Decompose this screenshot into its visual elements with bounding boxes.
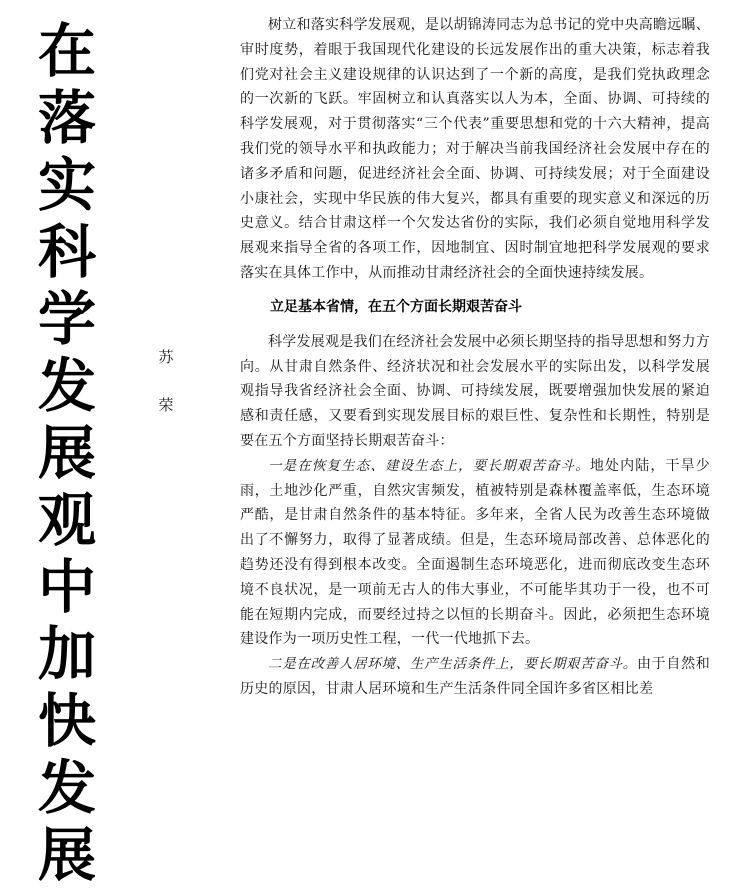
title-char: 展 [37, 419, 96, 487]
title-char: 观 [37, 486, 96, 554]
article-title [34, 18, 100, 889]
title-char: 加 [37, 620, 96, 688]
title-char: 发 [37, 754, 96, 822]
title-char: 中 [37, 553, 96, 621]
point-lead: 二是在改善人居环境、生产生活条件上，要长期艰苦奋斗。 [268, 656, 637, 673]
intro-paragraph: 树立和落实科学发展观，是以胡锦涛同志为总书记的党中央高瞻远瞩、审时度势，着眼于我国现代化建设的长远发展作出的重大决策，标志着我们党对社会主义建设规律的认识达到了一个新的高度，是我们党执政理念的一次新的飞跃。牢固树立和认真落实以人为本，全面、协调、可持续的科学发展观，对于贯彻落实“三个代表”重要思想和党的十六大精神，提高我们党的领导水平和执政能力；对于解决当前我国经济社会发展中存在的诸多矛盾和问题，促进经济社会全面、协调、可持续发展；对于全面建设小康社会，实现中华民族的伟大复兴，都具有重要的现实意义和深远的历史意义。结合甘肃这样一个欠发达省份的实际，我们必须自觉地用科学发展观来指导全省的各项工作，因地制宜、因时制宜地把科学发展观的要求落实在具体工作中，从而推动甘肃经济社会的全面快速持续发展。 [240, 17, 710, 281]
point-text: 由于自然和历史的原因，甘肃人居环境和生产生活条件同全国许多省区相比差 [240, 656, 711, 697]
point-text: 地处内陆，干旱少雨，土地沙化严重，自然灾害频发，植被特别是森林覆盖率低，生态环境严酷，是甘肃自然条件的基本特征。多年来，全省人民为改善生态环境做出了不懈努力，取得了显著成绩。但是，生态环境局部改善、总体恶化的趋势还没有得到根本改变。全面遏制生态环境恶化，进而彻底改变生态环境不良状况，是一项前无古人的伟大事业，不可能毕其功于一役，也不可能在短期内完成，而要经过持之以恒的长期奋斗。因此，必须把生态环境建设作为一项历史性工程，一代一代地抓下去。 [240, 457, 711, 648]
body-paragraph [240, 454, 710, 652]
title-char: 快 [37, 687, 96, 755]
title-char: 实 [37, 151, 96, 219]
author-byline [156, 350, 176, 446]
author-char: 荣 [158, 396, 174, 414]
author-char: 苏 [158, 348, 174, 366]
title-char: 科 [37, 218, 96, 286]
title-char: 展 [37, 821, 96, 889]
body-paragraph: 科学发展观是我们在经济社会发展中必须长期坚持的指导思想和努力方向。从甘肃自然条件、经济状况和社会发展水平的实际出发，以科学发展观指导我省经济社会全面、协调、可持续发展，既要增强加快发展的紧迫感和责任感，又要看到实现发展目标的艰巨性、复杂性和长期性，特别是要在五个方面坚持长期艰苦奋斗： [240, 333, 710, 449]
title-char: 落 [37, 84, 96, 152]
section-heading: 立足基本省情，在五个方面长期艰苦奋斗 [270, 298, 522, 315]
point-lead: 一是在恢复生态、建设生态上，要长期艰苦奋斗。 [268, 457, 590, 474]
body-paragraph [240, 652, 710, 702]
title-char: 发 [37, 352, 96, 420]
article-body [240, 13, 710, 702]
title-char: 在 [37, 17, 96, 85]
title-char: 学 [37, 285, 96, 353]
